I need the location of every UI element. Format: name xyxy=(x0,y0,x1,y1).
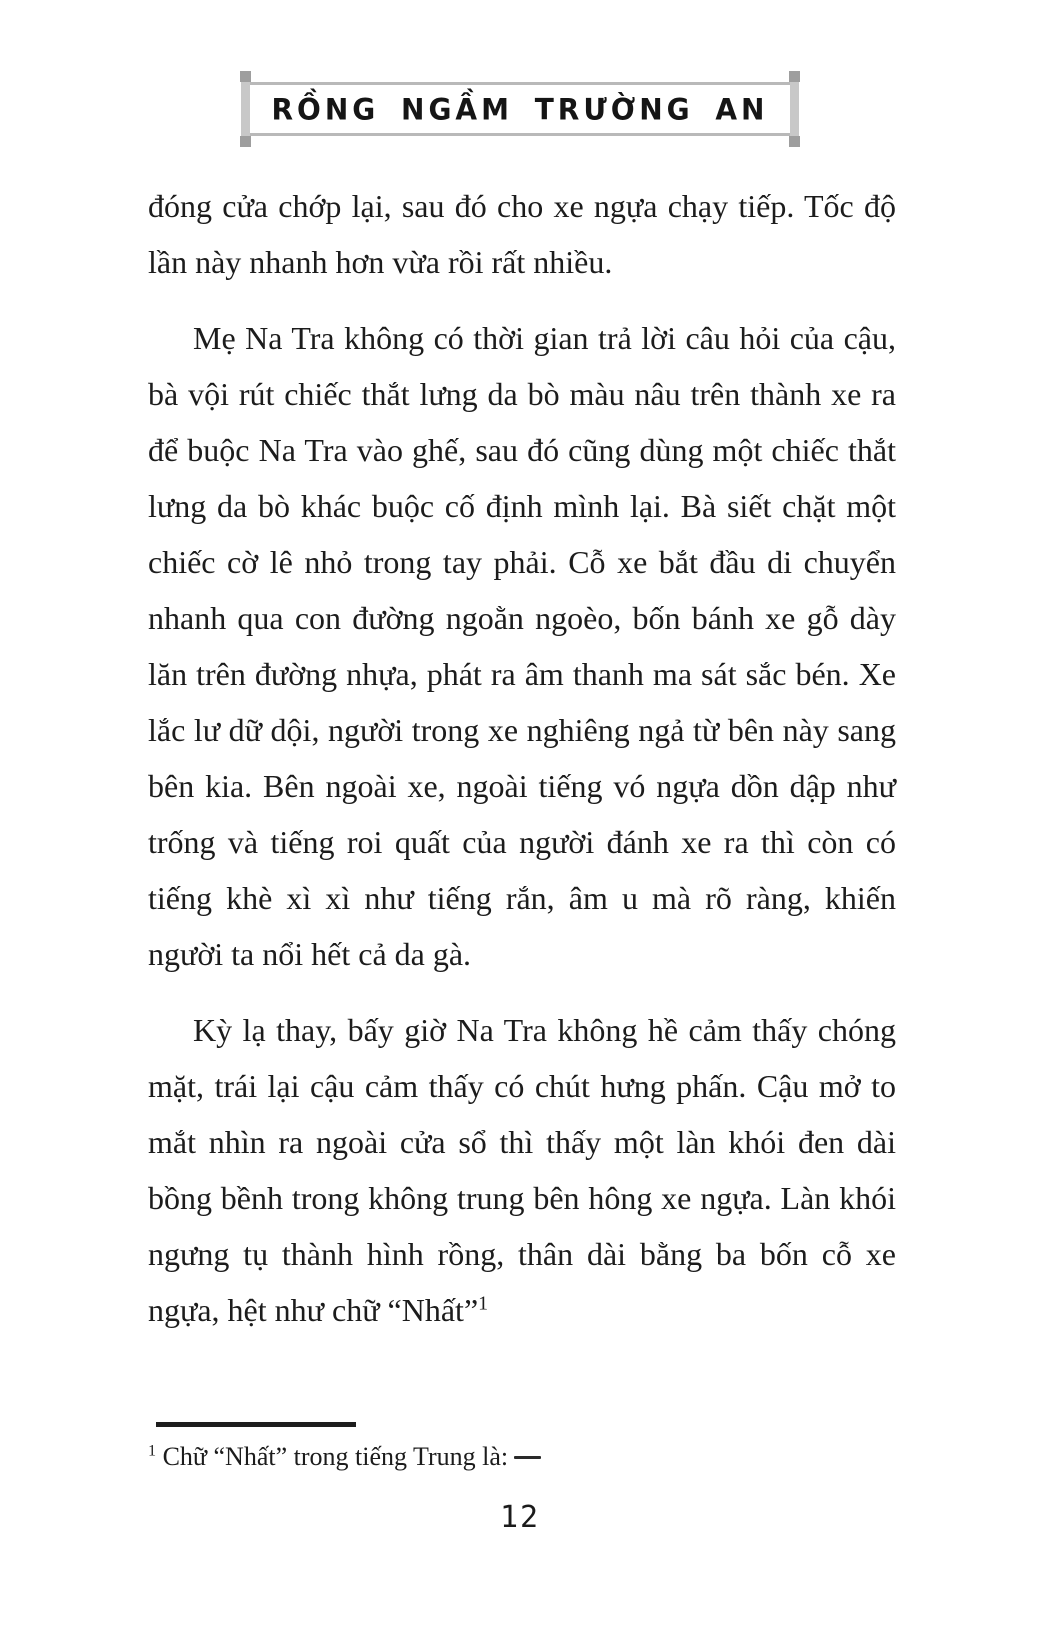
banner-body xyxy=(249,82,790,136)
scroll-rod-cap-icon xyxy=(789,136,800,147)
hanzi-yi-character xyxy=(514,1456,541,1459)
paragraph xyxy=(148,1002,896,1338)
paragraph: Mẹ Na Tra không có thời gian trả lời câu hỏi của cậu, bà vội rút chiếc thắt lưng da bò màu nâu trên thành xe ra để buộc Na Tra vào ghế, sau đó cũng dùng một chiếc thắt lưng da bò khác buộc cố định mình lại. Bà siết chặt một chiếc cờ lê nhỏ trong tay phải. Cỗ xe bắt đầu di chuyển nhanh qua con đường ngoằn ngoèo, bốn bánh xe gỗ dày lăn trên đường nhựa, phát ra âm thanh ma sát sắc bén. Xe lắc lư dữ dội, người trong xe nghiêng ngả từ bên này sang bên kia. Bên ngoài xe, ngoài tiếng vó ngựa dồn dập như trống và tiếng roi quất của người đánh xe ra thì còn có tiếng khè xì xì như tiếng rắn, âm u mà rõ ràng, khiến người ta nổi hết cả da gà. xyxy=(148,320,896,972)
scroll-rod-cap-icon xyxy=(240,136,251,147)
footnote-text: Chữ “Nhất” trong tiếng Trung là: xyxy=(162,1442,509,1471)
footnote-divider xyxy=(156,1422,356,1427)
paragraph-text: Kỳ lạ thay, bấy giờ Na Tra không hề cảm thấy chóng mặt, trái lại cậu cảm thấy có chút hưng phấn. Cậu mở to mắt nhìn ra ngoài cửa sổ thì thấy một làn khói đen dài bồng bềnh trong không trung bên hông xe ngựa. Làn khói ngưng tụ thành hình rồng, thân dài bằng ba bốn cỗ xe ngựa, hệt như chữ “Nhất” xyxy=(148,1012,896,1328)
footnote-reference: 1 xyxy=(478,1292,489,1315)
footnote-marker: 1 xyxy=(148,1442,157,1460)
chapter-banner xyxy=(0,76,1040,142)
page-text xyxy=(148,178,896,1338)
footnote-area xyxy=(148,1422,896,1475)
scroll-rod-left-icon xyxy=(241,76,250,142)
page-number: 12 xyxy=(499,1500,541,1535)
paragraph-continuation: đóng cửa chớp lại, sau đó cho xe ngựa chạy tiếp. Tốc độ lần này nhanh hơn vừa rồi rất nhiều. xyxy=(148,188,896,280)
scroll-banner xyxy=(241,76,798,142)
book-title: RỒNG NGẦM TRƯỜNG AN xyxy=(271,91,769,127)
scroll-rod-cap-icon xyxy=(240,71,251,82)
footnote xyxy=(148,1439,896,1475)
scroll-rod-cap-icon xyxy=(789,71,800,82)
scroll-rod-right-icon xyxy=(790,76,799,142)
